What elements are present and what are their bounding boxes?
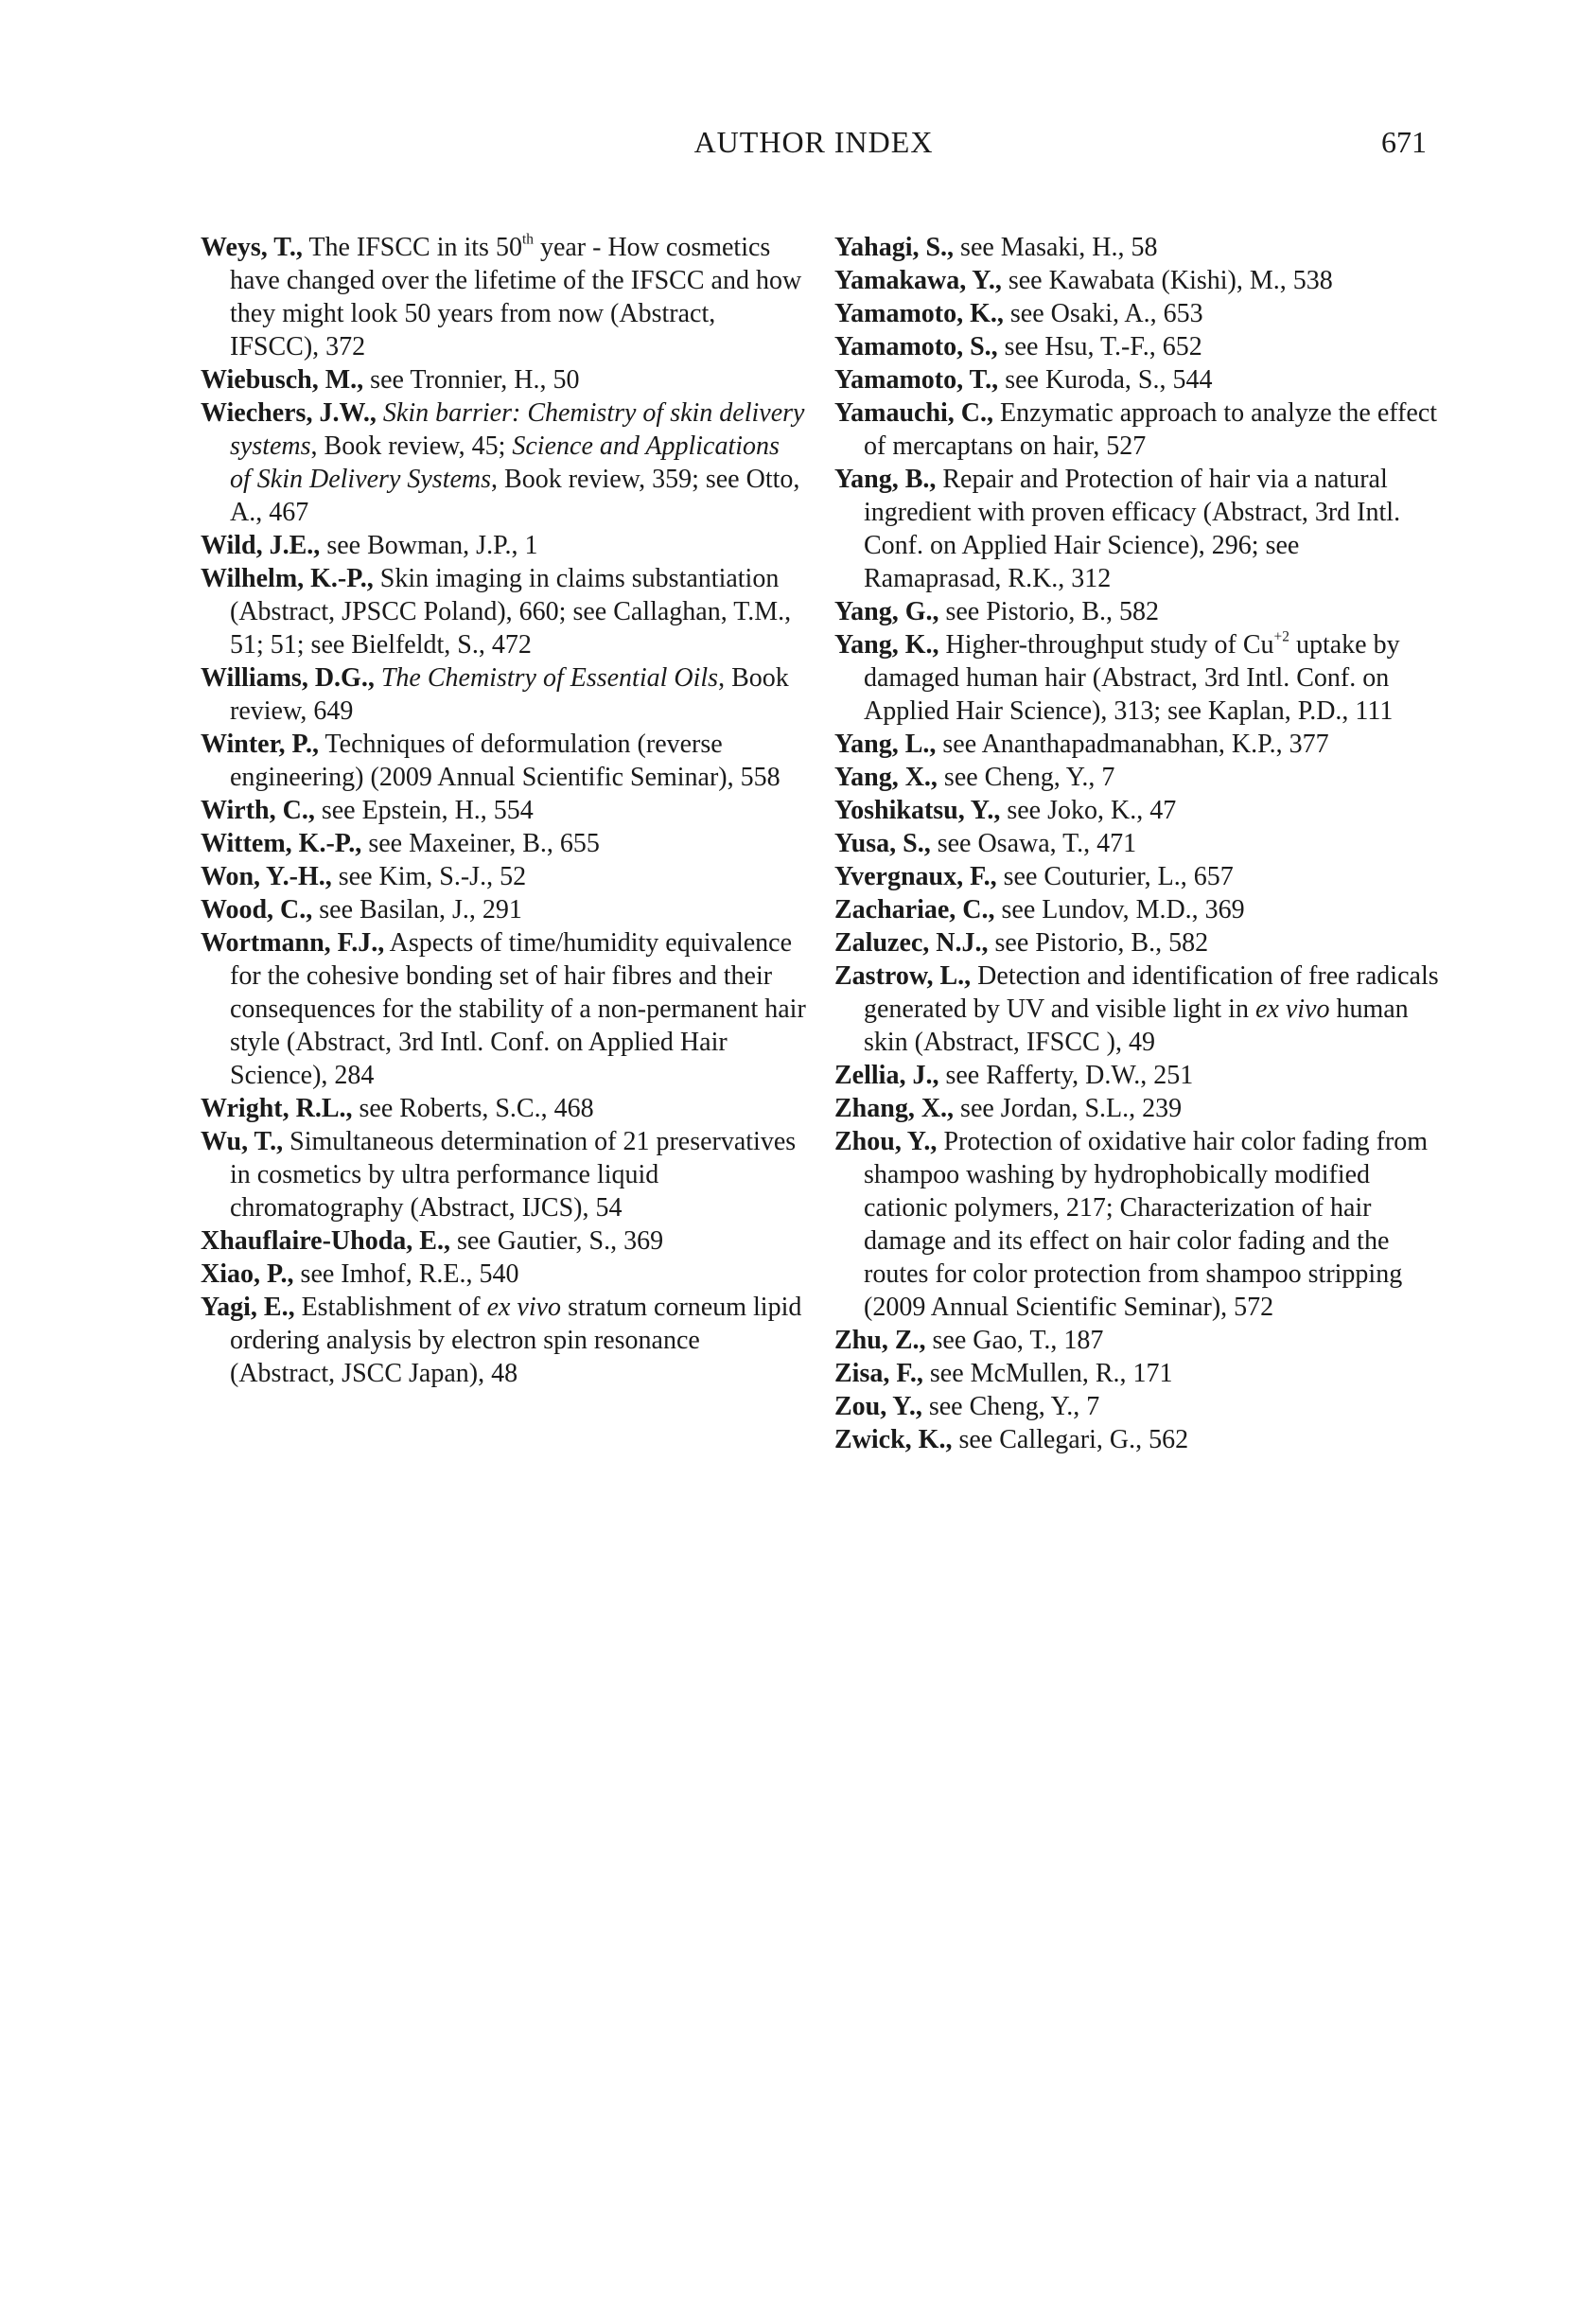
entry-text: Techniques of deformulation (reverse engineering) (2009 Annual Scientific Seminar), 558	[230, 730, 780, 792]
author-name: Yamakawa, Y.,	[834, 266, 1002, 295]
entry-text: see Pistorio, B., 582	[988, 928, 1209, 958]
author-name: Zaluzec, N.J.,	[834, 928, 989, 958]
author-name: Yang, X.,	[834, 763, 938, 792]
entry-text: see Gautier, S., 369	[449, 1226, 664, 1256]
index-entry	[834, 827, 1440, 860]
entry-text: Establishment of	[294, 1293, 487, 1322]
index-entry	[834, 1059, 1440, 1092]
author-name: Zastrow, L.,	[834, 961, 972, 991]
index-entry	[834, 396, 1440, 463]
author-name: Yamamoto, K.,	[834, 299, 1004, 328]
index-entry	[834, 231, 1440, 264]
author-name: Weys, T.,	[201, 233, 303, 262]
index-entry	[834, 860, 1440, 893]
index-entry	[201, 1224, 806, 1258]
author-name: Zisa, F.,	[834, 1359, 923, 1388]
entry-text: Aspects of time/humidity equivalence for the cohesive bonding set of hair fibres and their consequences for the stability of a non-permanent hair style (Abstract, 3rd Intl. Conf. on Applied Hair Science), 284	[230, 928, 806, 1090]
entry-text	[375, 663, 381, 693]
author-name: Yahagi, S.,	[834, 233, 955, 262]
author-name: Zachariae, C.,	[834, 895, 995, 924]
index-entry	[201, 1125, 806, 1224]
author-name: Won, Y.-H.,	[201, 862, 332, 891]
index-entry	[834, 463, 1440, 595]
entry-text: human skin (Abstract, IFSCC ), 49	[864, 995, 1409, 1057]
index-entry	[201, 562, 806, 661]
author-name: Wiebusch, M.,	[201, 365, 364, 395]
entry-text: Simultaneous determination of 21 preservatives in cosmetics by ultra performance liquid chromatography (Abstract, IJCS), 54	[230, 1127, 797, 1223]
author-name: Yamamoto, S.,	[834, 332, 998, 361]
index-entry	[201, 1291, 806, 1390]
index-entry	[834, 728, 1440, 761]
entry-text: Repair and Protection of hair via a natural ingredient with proven efficacy (Abstract, 3rd Intl. Conf. on Applied Hair Science), 296; see Ramaprasad, R.K., 312	[864, 465, 1401, 593]
entry-text: see Tronnier, H., 50	[363, 365, 580, 395]
index-entry	[201, 529, 806, 562]
index-entry	[201, 396, 806, 529]
page-header	[201, 125, 1427, 172]
author-name: Yamamoto, T.,	[834, 365, 999, 395]
page-title: AUTHOR INDEX	[693, 125, 934, 159]
author-name: Yusa, S.,	[834, 829, 931, 858]
index-entry	[834, 264, 1440, 297]
index-entry	[201, 893, 806, 926]
index-entry	[834, 1357, 1440, 1390]
entry-text: year - How cosmetics have changed over the lifetime of the IFSCC and how they might look 50 years from now (Abstract, IFSCC), 372	[230, 233, 802, 361]
author-name: Wild, J.E.,	[201, 531, 321, 560]
index-column-left	[201, 231, 806, 1390]
page-number: 671	[1381, 125, 1427, 159]
author-name: Xiao, P.,	[201, 1259, 294, 1289]
index-entry	[834, 1125, 1440, 1324]
index-column-right	[834, 231, 1440, 1456]
index-entry	[201, 1258, 806, 1291]
author-name: Zellia, J.,	[834, 1061, 939, 1090]
author-name: Zou, Y.,	[834, 1392, 922, 1421]
entry-text: see Jordan, S.L., 239	[954, 1094, 1183, 1123]
author-name: Xhauflaire-Uhoda, E.,	[201, 1226, 450, 1256]
entry-text: Skin imaging in claims substantiation (Abstract, JPSCC Poland), 660; see Callaghan, T.M., 51; 51; see Bielfeldt, S., 472	[230, 564, 792, 660]
entry-text: see Gao, T., 187	[925, 1326, 1104, 1355]
entry-text: see Kuroda, S., 544	[998, 365, 1213, 395]
entry-text: see Masaki, H., 58	[954, 233, 1158, 262]
author-name: Wright, R.L.,	[201, 1094, 353, 1123]
author-name: Wilhelm, K.-P.,	[201, 564, 374, 593]
index-entry	[201, 860, 806, 893]
index-entry	[834, 893, 1440, 926]
index-entry	[834, 628, 1440, 728]
entry-text: see Bowman, J.P., 1	[320, 531, 538, 560]
author-name: Zhu, Z.,	[834, 1326, 926, 1355]
entry-text: see Epstein, H., 554	[314, 796, 534, 825]
index-entry	[834, 1390, 1440, 1423]
entry-text: see Imhof, R.E., 540	[293, 1259, 519, 1289]
author-name: Zhang, X.,	[834, 1094, 955, 1123]
entry-text: Enzymatic approach to analyze the effect of mercaptans on hair, 527	[864, 398, 1438, 461]
entry-text: see Kawabata (Kishi), M., 538	[1001, 266, 1333, 295]
index-entry	[201, 926, 806, 1092]
author-name: Zwick, K.,	[834, 1425, 953, 1454]
index-entry	[834, 926, 1440, 959]
author-name: Yvergnaux, F.,	[834, 862, 997, 891]
index-entry	[201, 231, 806, 363]
entry-text: uptake by damaged human hair (Abstract, 3rd Intl. Conf. on Applied Hair Science), 313; see Kaplan, P.D., 111	[864, 630, 1400, 726]
entry-text: see Roberts, S.C., 468	[352, 1094, 594, 1123]
author-name: Wittem, K.-P.,	[201, 829, 362, 858]
author-name: Yang, B.,	[834, 465, 937, 494]
entry-text: see Basilan, J., 291	[312, 895, 522, 924]
index-entry	[834, 1092, 1440, 1125]
italic-title: Science and Applications of Skin Delivery Systems	[230, 431, 780, 494]
entry-text: see Joko, K., 47	[1000, 796, 1177, 825]
entry-text: , Book review, 45;	[310, 431, 513, 461]
superscript: th	[521, 231, 534, 248]
entry-text: see Lundov, M.D., 369	[994, 895, 1245, 924]
entry-text: Higher-throughput study of Cu	[938, 630, 1274, 660]
index-entry	[834, 959, 1440, 1059]
index-entry	[834, 297, 1440, 330]
author-name: Yamauchi, C.,	[834, 398, 994, 428]
entry-text: see Rafferty, D.W., 251	[938, 1061, 1194, 1090]
author-name: Williams, D.G.,	[201, 663, 375, 693]
superscript: +2	[1273, 628, 1289, 645]
italic-title: The Chemistry of Essential Oils	[380, 663, 719, 693]
author-name: Wiechers, J.W.,	[201, 398, 377, 428]
author-name: Yagi, E.,	[201, 1293, 295, 1322]
entry-text: see Couturier, L., 657	[996, 862, 1234, 891]
entry-text: , Book review, 649	[230, 663, 789, 726]
entry-text: see Osaki, A., 653	[1003, 299, 1203, 328]
index-entry	[201, 1092, 806, 1125]
index-entry	[834, 330, 1440, 363]
author-name: Yoshikatsu, Y.,	[834, 796, 1001, 825]
index-entry	[201, 827, 806, 860]
entry-text: see Hsu, T.-F., 652	[997, 332, 1202, 361]
index-entry	[201, 363, 806, 396]
index-entry	[834, 794, 1440, 827]
entry-text: see Pistorio, B., 582	[938, 597, 1160, 626]
index-entry	[201, 728, 806, 794]
entry-text	[377, 398, 383, 428]
author-name: Wortmann, F.J.,	[201, 928, 385, 958]
entry-text: see Ananthapadmanabhan, K.P., 377	[936, 730, 1329, 759]
author-name: Winter, P.,	[201, 730, 319, 759]
index-entry	[834, 363, 1440, 396]
author-name: Yang, G.,	[834, 597, 939, 626]
author-name: Zhou, Y.,	[834, 1127, 938, 1156]
entry-text: see Maxeiner, B., 655	[361, 829, 600, 858]
author-name: Wirth, C.,	[201, 796, 315, 825]
index-entry	[834, 595, 1440, 628]
entry-text: see Osawa, T., 471	[930, 829, 1137, 858]
entry-text: The IFSCC in its 50	[302, 233, 522, 262]
italic-title: ex vivo	[1254, 995, 1330, 1024]
entry-text: see Cheng, Y., 7	[937, 763, 1115, 792]
entry-text: , Book review, 359; see Otto, A., 467	[230, 465, 800, 527]
index-entry	[834, 1324, 1440, 1357]
entry-text: Protection of oxidative hair color fading from shampoo washing by hydrophobically modified cationic polymers, 217; Characterization of hair damage and its effect on hair color fading and the routes for color protection from shampoo stripping (2009 Annual Scientific Seminar), 572	[864, 1127, 1429, 1322]
entry-text: Detection and identification of free radicals generated by UV and visible light in	[864, 961, 1439, 1024]
entry-text: see Kim, S.-J., 52	[331, 862, 527, 891]
entry-text: see McMullen, R., 171	[922, 1359, 1173, 1388]
author-name: Wu, T.,	[201, 1127, 284, 1156]
index-entry	[201, 661, 806, 728]
index-entry	[834, 761, 1440, 794]
index-entry	[201, 794, 806, 827]
italic-title: Skin barrier: Chemistry of skin delivery systems	[230, 398, 805, 461]
author-name: Wood, C.,	[201, 895, 313, 924]
entry-text: stratum corneum lipid ordering analysis by electron spin resonance (Abstract, JSCC Japan), 48	[230, 1293, 802, 1388]
italic-title: ex vivo	[486, 1293, 562, 1322]
entry-text: see Cheng, Y., 7	[921, 1392, 1100, 1421]
index-entry	[834, 1423, 1440, 1456]
author-name: Yang, L.,	[834, 730, 937, 759]
entry-text: see Callegari, G., 562	[952, 1425, 1189, 1454]
author-name: Yang, K.,	[834, 630, 939, 660]
